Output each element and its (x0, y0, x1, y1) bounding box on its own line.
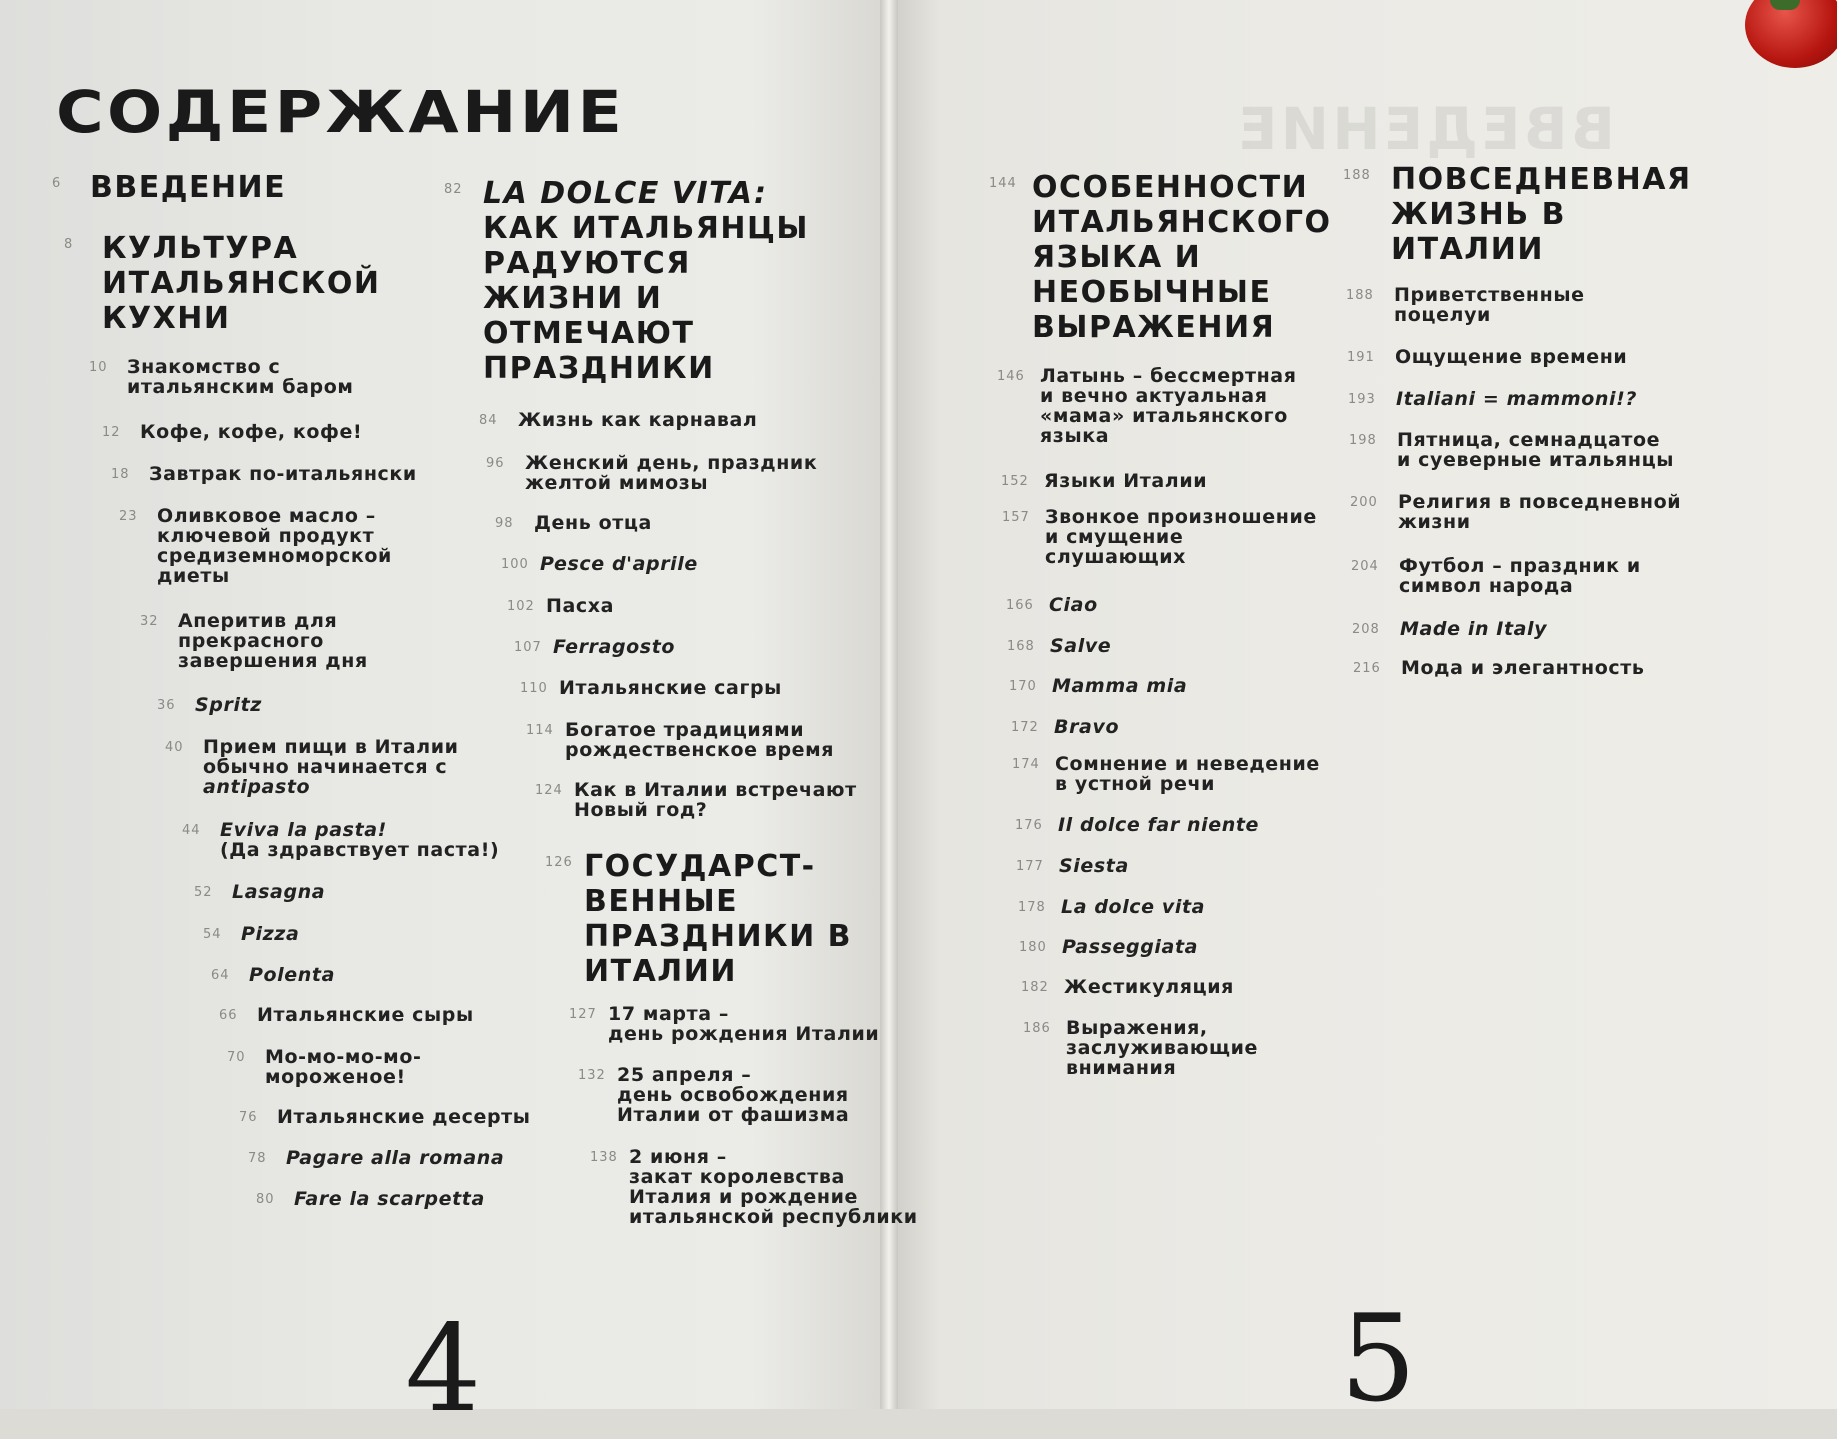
toc-entry-title-line: Латынь – бессмертная (1040, 365, 1297, 387)
toc-entry-title-line: Знакомство с (127, 356, 281, 378)
toc-entry (102, 421, 363, 443)
toc-entry-title (1394, 285, 1585, 325)
toc-entry (535, 779, 857, 821)
toc-entry-title (1391, 162, 1692, 267)
toc-entry-title-line: ПРАЗДНИКИ (483, 351, 715, 386)
toc-entry-title-line: КУЛЬТУРА (102, 231, 299, 266)
toc-entry-title-line: 2 июня – (629, 1146, 727, 1168)
toc-section-heading (1343, 162, 1692, 267)
toc-entry-title-line: НЕОБЫЧНЫЕ (1032, 275, 1272, 310)
toc-entry (526, 719, 835, 761)
toc-page-number: 193 (1348, 392, 1376, 407)
toc-page-number: 54 (203, 927, 222, 942)
toc-entry-title-line: мороженое! (265, 1066, 406, 1088)
toc-entry-title-line: в устной речи (1055, 773, 1216, 795)
toc-entry-title-line: ГОСУДАРСТ- (584, 849, 816, 884)
toc-entry-title (195, 695, 262, 715)
toc-entry (1347, 346, 1628, 368)
toc-entry (1011, 716, 1120, 738)
toc-page-number: 82 (444, 182, 463, 197)
toc-section-heading (989, 170, 1332, 345)
toc-page-number: 177 (1016, 859, 1044, 874)
toc-entry-title (1396, 389, 1637, 409)
toc-entry-title-line: День отца (534, 512, 652, 534)
toc-entry-title-line: Пасха (546, 595, 615, 617)
toc-entry-title-line: Футбол – праздник и (1399, 555, 1641, 577)
toc-entry-title-line: и суеверные итальянцы (1397, 449, 1675, 471)
toc-page-number: 186 (1023, 1021, 1051, 1036)
toc-entry-title-line: Женский день, праздник (525, 452, 818, 474)
toc-page-number: 100 (501, 557, 529, 572)
toc-entry (1012, 753, 1320, 795)
toc-entry-title-line: и смущение (1045, 526, 1184, 548)
toc-entry-title (1399, 556, 1641, 596)
toc-entry (1349, 429, 1675, 471)
toc-entry (165, 736, 459, 798)
toc-page-number: 198 (1349, 433, 1377, 448)
toc-entry (1002, 506, 1317, 568)
toc-entry-title-line: КУХНИ (102, 301, 231, 336)
toc-page-number: 80 (256, 1192, 275, 1207)
toc-page-number: 216 (1353, 661, 1381, 676)
toc-page-number: 78 (248, 1151, 267, 1166)
showthrough-heading: ВВЕДЕНИЕ (1235, 95, 1616, 163)
toc-page-number: 6 (52, 176, 62, 191)
toc-entry-title-line: Приветственные (1394, 284, 1585, 306)
toc-page-number: 8 (64, 237, 74, 252)
toc-entry (1019, 936, 1199, 958)
toc-entry-title-line: Eviva la pasta! (220, 819, 387, 841)
toc-entry-title-line: и вечно актуальная (1040, 385, 1268, 407)
toc-entry (1001, 470, 1208, 492)
toc-entry-title-line: Мо-мо-мо-мо- (265, 1046, 422, 1068)
toc-entry-title-line: Оливковое масло – (157, 505, 376, 527)
toc-entry-title-line: Итальянские сыры (257, 1004, 474, 1026)
toc-entry (1015, 814, 1260, 836)
toc-page-number: 12 (102, 425, 121, 440)
page-number-right: 5 (1340, 1290, 1417, 1429)
toc-page-number: 124 (535, 783, 563, 798)
toc-entry-title (617, 1065, 849, 1125)
toc-entry-title (1040, 366, 1297, 446)
toc-entry-title (140, 422, 362, 442)
toc-entry-title-line: прекрасного (178, 630, 324, 652)
toc-entry-title-line: диеты (157, 565, 230, 587)
toc-entry-title (220, 820, 499, 860)
toc-entry-title-line: ОСОБЕННОСТИ (1032, 170, 1309, 205)
toc-entry-title (286, 1148, 504, 1168)
toc-page-number: 36 (157, 698, 176, 713)
toc-page-number: 182 (1021, 980, 1049, 995)
toc-page-number: 166 (1006, 598, 1034, 613)
toc-entry-title-line: КАК ИТАЛЬЯНЦЫ (483, 211, 809, 246)
toc-entry-title (127, 357, 354, 397)
toc-entry-title-line: завершения дня (178, 650, 368, 672)
toc-entry-title (1395, 347, 1627, 367)
toc-page-number: 23 (119, 509, 138, 524)
toc-entry-title-line: ВВЕДЕНИЕ (90, 170, 287, 205)
toc-entry-title-line: 17 марта – (608, 1003, 729, 1025)
toc-entry-title (483, 176, 809, 386)
toc-entry (507, 595, 615, 617)
toc-entry-title-line: ИТАЛЬЯНСКОГО (1032, 205, 1332, 240)
toc-page-number: 10 (89, 360, 108, 375)
toc-entry-title-line: Италия и рождение (629, 1186, 859, 1208)
toc-entry-title (1054, 717, 1119, 737)
toc-entry-title (1397, 430, 1674, 470)
toc-entry (227, 1046, 422, 1088)
toc-page-number: 204 (1351, 559, 1379, 574)
toc-entry-title-line: Богатое традициями (565, 719, 805, 741)
toc-entry-title-line: ИТАЛИИ (584, 954, 737, 989)
toc-entry-title (1062, 937, 1198, 957)
toc-entry-title (608, 1004, 879, 1044)
toc-page-number: 208 (1352, 622, 1380, 637)
toc-entry-title (1055, 754, 1320, 794)
toc-entry-title-line: Made in Italy (1400, 618, 1548, 640)
toc-entry (157, 694, 262, 716)
toc-entry-title (534, 513, 652, 533)
toc-entry-title-line: «мама» итальянского (1040, 405, 1288, 427)
toc-entry-title-line: 25 апреля – (617, 1064, 752, 1086)
toc-page-number: 70 (227, 1050, 246, 1065)
toc-entry-title-line: ЯЗЫКА И (1032, 240, 1202, 275)
toc-entry-title-line: Новый год? (574, 799, 708, 821)
toc-entry (203, 923, 300, 945)
toc-entry-title (249, 965, 335, 985)
toc-entry-title-line: Pesce d'aprile (540, 553, 698, 575)
toc-page-number: 40 (165, 740, 184, 755)
toc-entry-title-line: заслуживающие (1066, 1037, 1258, 1059)
toc-entry-title-line: Salve (1050, 635, 1112, 657)
toc-entry-title-line: Ciao (1049, 594, 1098, 616)
toc-entry-title (518, 410, 757, 430)
toc-section-heading (52, 170, 287, 205)
toc-entry-title-line: Pagare alla romana (286, 1147, 505, 1169)
toc-page-number: 127 (569, 1007, 597, 1022)
toc-entry-title-line: Passeggiata (1062, 936, 1199, 958)
toc-page-number: 110 (520, 681, 548, 696)
toc-entry (1023, 1017, 1258, 1079)
toc-entry-title (90, 170, 286, 205)
toc-entry-title-line: Италии от фашизма (617, 1104, 850, 1126)
toc-entry-title-line: поцелуи (1394, 304, 1491, 326)
toc-entry-title-line: Il dolce far niente (1058, 814, 1260, 836)
toc-page-number: 200 (1350, 495, 1378, 510)
toc-entry-title-line: Мода и элегантность (1401, 657, 1645, 679)
toc-entry-title-line: итальянской республики (629, 1206, 918, 1228)
toc-entry-title-line: Как в Италии встречают (574, 779, 857, 801)
toc-entry (1353, 657, 1645, 679)
toc-entry-title-line: Жестикуляция (1064, 976, 1234, 998)
toc-entry (182, 819, 500, 861)
toc-page-number: 152 (1001, 474, 1029, 489)
toc-entry (1009, 675, 1188, 697)
toc-entry (256, 1188, 485, 1210)
toc-page-number: 170 (1009, 679, 1037, 694)
toc-entry (514, 636, 676, 658)
toc-entry-title-line: внимания (1066, 1057, 1177, 1079)
toc-entry-title-line: Lasagna (232, 881, 326, 903)
toc-entry-title (232, 882, 325, 902)
toc-entry (1006, 594, 1098, 616)
toc-entry-title-line: Выражения, (1066, 1017, 1208, 1039)
toc-entry-title-line: желтой мимозы (525, 472, 709, 494)
toc-entry-title (629, 1147, 918, 1227)
toc-page-number: 176 (1015, 818, 1043, 833)
toc-entry-title (102, 231, 380, 336)
toc-entry (1018, 896, 1206, 918)
toc-entry-title-line: Spritz (195, 694, 262, 716)
toc-entry (1016, 855, 1129, 877)
toc-entry (239, 1106, 531, 1128)
page-number-left: 4 (405, 1300, 482, 1439)
toc-entry-title-line: Звонкое произношение (1045, 506, 1317, 528)
toc-entry (501, 553, 698, 575)
toc-entry-title-line: жизни (1398, 511, 1471, 533)
toc-entry-title (203, 737, 459, 797)
toc-entry-title-line: Mamma mia (1052, 675, 1188, 697)
toc-entry-title (1398, 492, 1681, 532)
toc-entry (219, 1004, 474, 1026)
toc-entry-title (1058, 815, 1259, 835)
toc-entry-title-line: ПОВСЕДНЕВНАЯ (1391, 162, 1692, 197)
toc-entry-title-line: Кофе, кофе, кофе! (140, 421, 363, 443)
toc-entry-title (1050, 636, 1111, 656)
toc-entry-title-line: Ferragosto (553, 636, 676, 658)
toc-entry (119, 505, 392, 587)
toc-entry-title-line: языка (1040, 425, 1110, 447)
toc-page-number: 18 (111, 467, 130, 482)
toc-page-number: 84 (479, 413, 498, 428)
toc-entry-title-line: Жизнь как карнавал (518, 409, 758, 431)
toc-entry-title (1059, 856, 1129, 876)
toc-page-number: 76 (239, 1110, 258, 1125)
toc-entry (1346, 284, 1585, 326)
toc-entry-title-line: antipasto (203, 776, 311, 798)
toc-entry-title-line: Итальянские сагры (559, 677, 782, 699)
toc-entry-title-line: средиземноморской (157, 545, 392, 567)
toc-page-number: 66 (219, 1008, 238, 1023)
toc-entry-title-line: Fare la scarpetta (294, 1188, 485, 1210)
toc-entry-title-line: Итальянские десерты (277, 1106, 531, 1128)
toc-page-number: 107 (514, 640, 542, 655)
toc-entry-title-line: ЖИЗНЬ В (1391, 197, 1566, 232)
toc-entry-title (574, 780, 857, 820)
toc-entry-title (525, 453, 817, 493)
toc-page-number: 172 (1011, 720, 1039, 735)
toc-entry (1021, 976, 1234, 998)
toc-entry-title-line: Bravo (1054, 716, 1120, 738)
toc-entry (997, 365, 1297, 447)
toc-entry-title-line: Ощущение времени (1395, 346, 1628, 368)
toc-entry-title-line: LA DOLCE VITA: (483, 176, 768, 211)
toc-section-heading (444, 176, 809, 386)
toc-entry-title-line: Pizza (241, 923, 300, 945)
toc-entry-title-line: Siesta (1059, 855, 1129, 877)
toc-entry (111, 463, 417, 485)
toc-entry-title (540, 554, 698, 574)
toc-entry-title (157, 506, 392, 586)
toc-page-number: 174 (1012, 757, 1040, 772)
toc-page-number: 180 (1019, 940, 1047, 955)
toc-entry-title-line: итальянским баром (127, 376, 354, 398)
toc-entry (140, 610, 368, 672)
toc-page-number: 126 (545, 855, 573, 870)
toc-entry-title (178, 611, 368, 671)
toc-entry (1007, 635, 1112, 657)
toc-page-number: 114 (526, 723, 554, 738)
toc-entry-title-line: Языки Италии (1044, 470, 1208, 492)
toc-entry (495, 512, 652, 534)
toc-entry-title-line: ИТАЛИИ (1391, 232, 1544, 267)
toc-entry-title (1049, 595, 1098, 615)
toc-entry-title (1064, 977, 1234, 997)
toc-page-number: 144 (989, 176, 1017, 191)
toc-entry-title (559, 678, 782, 698)
toc-entry-title-line: ОТМЕЧАЮТ (483, 316, 695, 351)
toc-entry-title (584, 849, 852, 989)
toc-entry-title-line: Аперитив для (178, 610, 338, 632)
toc-entry-title-line: Религия в повседневной (1398, 491, 1682, 513)
toc-entry-title-line: ВЫРАЖЕНИЯ (1032, 310, 1276, 345)
toc-entry-title-line: слушающих (1045, 546, 1187, 568)
toc-entry-title (294, 1189, 485, 1209)
toc-entry-title (1045, 507, 1317, 567)
toc-entry (1350, 491, 1682, 533)
toc-page-number: 32 (140, 614, 159, 629)
toc-entry-title-line: ВЕННЫЕ (584, 884, 739, 919)
toc-entry-title-line: ПРАЗДНИКИ В (584, 919, 852, 954)
toc-entry-title (1052, 676, 1187, 696)
toc-page-number: 132 (578, 1068, 606, 1083)
toc-entry (479, 409, 758, 431)
toc-entry-title-line: символ народа (1399, 575, 1574, 597)
toc-section-heading (64, 231, 381, 336)
toc-entry-title-line: обычно начинается с (203, 756, 448, 778)
toc-entry-title-line: день освобождения (617, 1084, 849, 1106)
toc-entry-title-line: РАДУЮТСЯ (483, 246, 691, 281)
toc-entry (89, 356, 354, 398)
contents-title: СОДЕРЖАНИЕ (56, 78, 626, 146)
toc-page-number: 168 (1007, 639, 1035, 654)
toc-entry (1351, 555, 1641, 597)
toc-entry (520, 677, 782, 699)
toc-entry-title (1044, 471, 1207, 491)
toc-entry-title-line: Завтрак по-итальянски (149, 463, 417, 485)
toc-entry-title (1032, 170, 1331, 345)
toc-entry (569, 1003, 880, 1045)
toc-entry-title-line: ИТАЛЬЯНСКОЙ (102, 266, 381, 301)
toc-page-number: 146 (997, 369, 1025, 384)
toc-entry-title-line: La dolce vita (1061, 896, 1206, 918)
toc-entry-title (546, 596, 614, 616)
toc-entry-title-line: рождественское время (565, 739, 835, 761)
toc-entry-title-line: Polenta (249, 964, 336, 986)
toc-entry-title (1401, 658, 1645, 678)
toc-entry-title-line: день рождения Италии (608, 1023, 880, 1045)
toc-page-number: 98 (495, 516, 514, 531)
toc-entry-title-line: Прием пищи в Италии (203, 736, 459, 758)
toc-entry (248, 1147, 505, 1169)
toc-entry-title (1061, 897, 1205, 917)
toc-entry-title (1400, 619, 1547, 639)
toc-page-number: 188 (1343, 168, 1371, 183)
toc-entry (578, 1064, 850, 1126)
toc-entry (1352, 618, 1548, 640)
toc-page-number: 178 (1018, 900, 1046, 915)
toc-entry-title (277, 1107, 531, 1127)
toc-entry-title-line: ключевой продукт (157, 525, 375, 547)
toc-page-number: 188 (1346, 288, 1374, 303)
toc-entry (590, 1146, 918, 1228)
toc-page-number: 52 (194, 885, 213, 900)
toc-entry-title (265, 1047, 421, 1087)
toc-page-number: 96 (486, 456, 505, 471)
toc-entry-title-line: Italiani = mammoni!? (1396, 388, 1638, 410)
toc-entry-title-line: ЖИЗНИ И (483, 281, 663, 316)
toc-entry-title (241, 924, 299, 944)
toc-page-number: 191 (1347, 350, 1375, 365)
toc-entry-title (553, 637, 675, 657)
toc-entry (1348, 388, 1638, 410)
toc-entry-title-line: Сомнение и неведение (1055, 753, 1320, 775)
toc-page-number: 157 (1002, 510, 1030, 525)
toc-page-number: 102 (507, 599, 535, 614)
toc-entry-title-line: закат королевства (629, 1166, 845, 1188)
toc-page-number: 44 (182, 823, 201, 838)
toc-entry-title (149, 464, 417, 484)
toc-entry-title (565, 720, 834, 760)
toc-entry (211, 964, 336, 986)
toc-entry-title (257, 1005, 474, 1025)
toc-section-heading (545, 849, 852, 989)
toc-page-number: 64 (211, 968, 230, 983)
toc-entry (486, 452, 818, 494)
toc-page-number: 138 (590, 1150, 618, 1165)
toc-entry-title-line: (Да здравствует паста!) (220, 839, 500, 861)
toc-entry (194, 881, 326, 903)
toc-entry-title (1066, 1018, 1258, 1078)
toc-entry-title-line: Пятница, семнадцатое (1397, 429, 1661, 451)
